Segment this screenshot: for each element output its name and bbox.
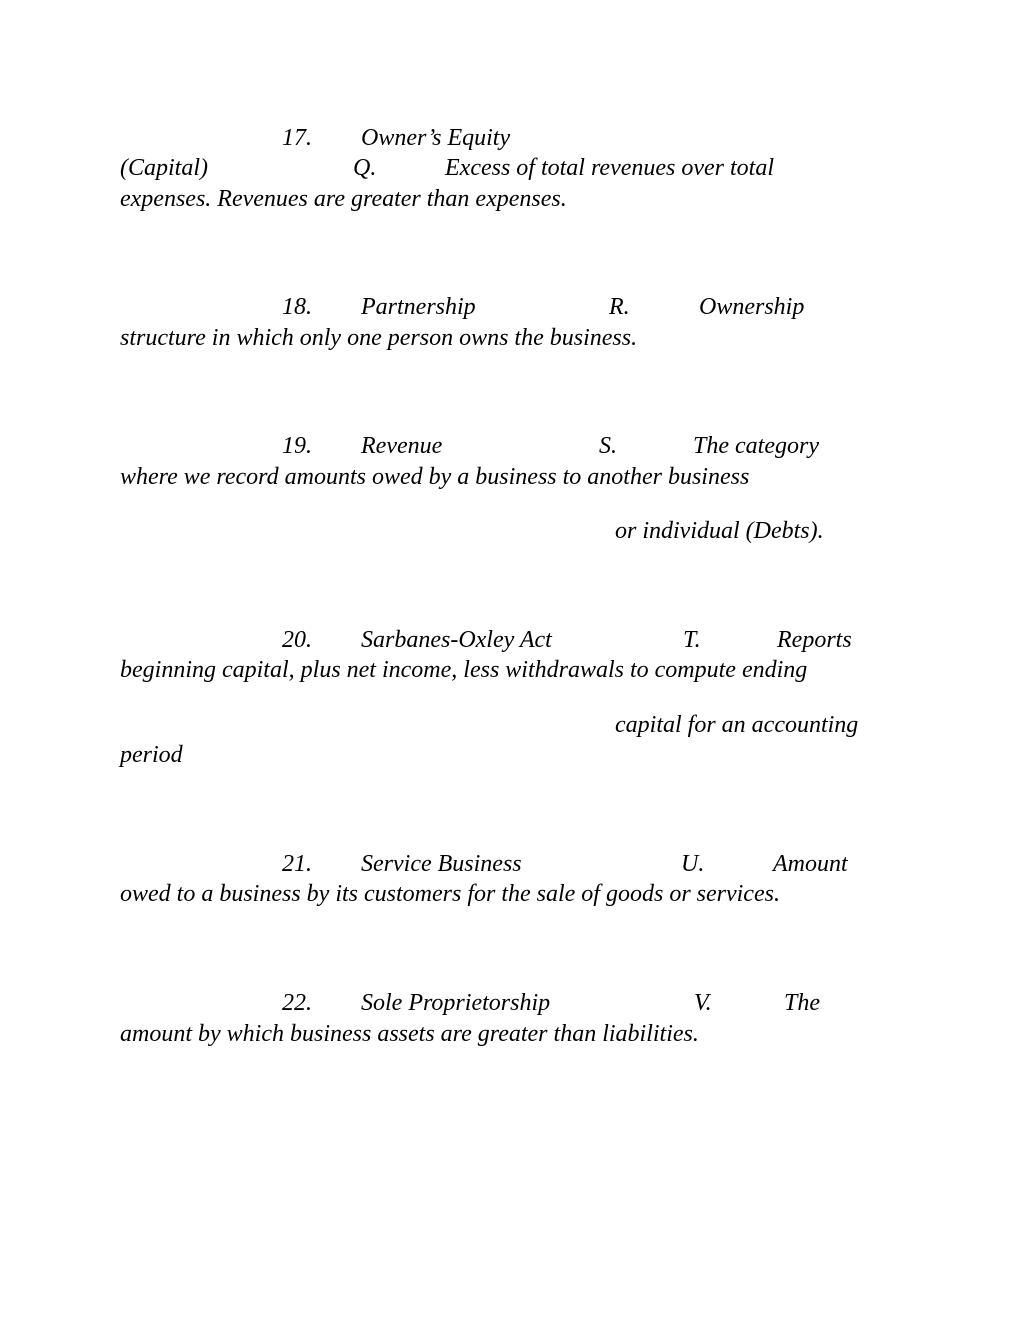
item-number: 18. xyxy=(282,294,312,320)
item-definition-line: amount by which business assets are greater than liabilities. xyxy=(120,1021,699,1047)
item-letter: T. xyxy=(683,627,701,653)
item-definition-line: or individual (Debts). xyxy=(615,518,824,544)
item-number: 22. xyxy=(282,990,312,1016)
item-term: Sarbanes-Oxley Act xyxy=(361,627,552,653)
item-letter: V. xyxy=(694,990,712,1016)
item-term: Service Business xyxy=(361,851,522,877)
item-definition-line: The xyxy=(784,990,820,1016)
item-term: Revenue xyxy=(361,433,443,459)
item-definition-line: period xyxy=(120,742,183,768)
item-definition-line: beginning capital, plus net income, less withdrawals to compute ending xyxy=(120,657,808,683)
item-definition-line: owed to a business by its customers for the sale of goods or services. xyxy=(120,881,780,907)
item-letter: U. xyxy=(681,851,705,877)
item-letter: R. xyxy=(609,294,630,320)
item-term: Sole Proprietorship xyxy=(361,990,551,1016)
item-definition-line: Ownership xyxy=(699,294,805,320)
item-number: 17. xyxy=(282,125,312,151)
item-letter: S. xyxy=(599,433,617,459)
item-number: 20. xyxy=(282,627,312,653)
item-term: Partnership xyxy=(361,294,476,320)
item-definition-line: where we record amounts owed by a business to another business xyxy=(120,464,750,490)
item-definition-line: Excess of total revenues over total xyxy=(445,155,775,181)
item-term-continued: (Capital) xyxy=(120,155,208,181)
item-definition-line: expenses. Revenues are greater than expenses. xyxy=(120,186,567,212)
item-letter: Q. xyxy=(353,155,377,181)
item-definition-line: capital for an accounting xyxy=(615,712,859,738)
item-term: Owner’s Equity xyxy=(361,125,511,151)
item-definition-line: Reports xyxy=(777,627,852,653)
item-definition-line: Amount xyxy=(773,851,848,877)
item-number: 19. xyxy=(282,433,312,459)
item-definition-line: The category xyxy=(693,433,819,459)
item-number: 21. xyxy=(282,851,312,877)
item-definition-line: structure in which only one person owns the business. xyxy=(120,325,638,351)
